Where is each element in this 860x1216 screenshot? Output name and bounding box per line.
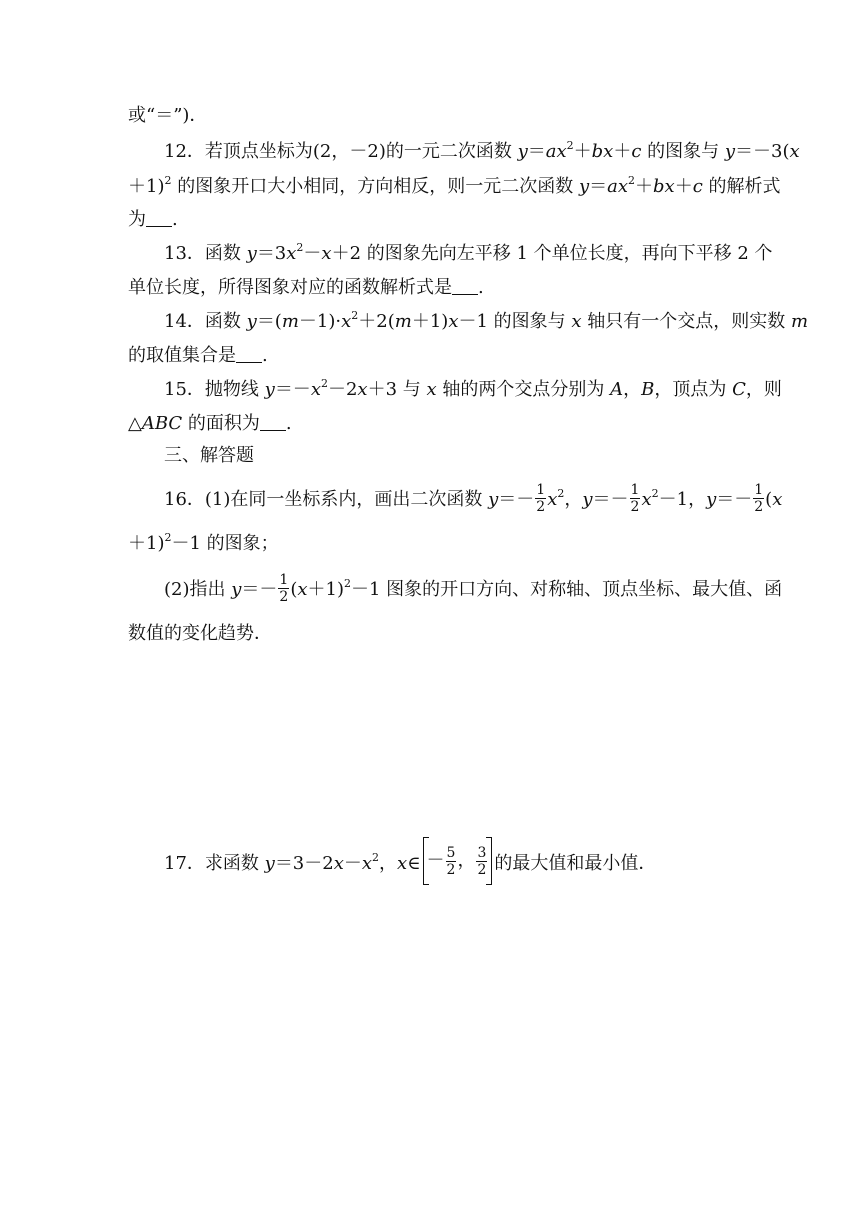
fraction-one-half: $\frac{1}{2}$	[279, 571, 289, 605]
question-14-line-1: 14．函数 $y=(m-1)\cdot x^2+2(m+1)x-1$ 的图象与 x 轴只有一个交点，则实数 m	[164, 309, 809, 332]
question-16-line-2: ＋1)$^2$－1 的图象；	[128, 531, 279, 554]
fraction-three-halves: $\frac{3}{2}$	[477, 844, 487, 878]
question-16-line-3: (2)指出 y＝－ $\frac{1}{2}$ $(x+1)^2-1$ 图象的开口方向、对称轴、顶点坐标、最大值、函	[164, 571, 783, 605]
question-12-line-1: 12．若顶点坐标为(2，－2)的一元二次函数 $y=ax^2+bx+c$ 的图象与 y＝－3(x	[164, 139, 800, 162]
fraction-one-half: $\frac{1}{2}$	[630, 481, 640, 515]
question-15-line-1: 15．抛物线 $y=-x^2-2x+3$ 与 x 轴的两个交点分别为 A，B，顶点为 C，则	[164, 377, 782, 400]
question-16-line-1: 16．(1)在同一坐标系内，画出二次函数 y＝－ $\frac{1}{2}$ $x^2$，y＝－ $\frac{1}{2}$ $x^2-1$，y＝－ $\frac{1}{2}$ (x	[164, 481, 783, 515]
question-13-line-2: 单位长度，所得图象对应的函数解析式是 .	[128, 277, 484, 298]
fraction-one-half: $\frac{1}{2}$	[754, 481, 764, 515]
line-prev-continuation: 或“＝”)．	[128, 105, 208, 126]
question-12-line-2: ＋1)$^2$ 的图象开口大小相同，方向相反，则一元二次函数 $y=ax^2+bx+c$ 的解析式	[128, 174, 781, 197]
question-13-line-1: 13．函数 $y=3x^2-x+2$ 的图象先向左平移 1 个单位长度，再向下平移 2 个	[164, 241, 773, 264]
answer-blank-14[interactable]	[236, 346, 262, 363]
section-heading-3: 三、解答题	[164, 445, 254, 466]
interval-bracket: － $\frac{5}{2}$ ， $\frac{3}{2}$	[423, 837, 493, 885]
question-16-line-4: 数值的变化趋势．	[128, 623, 272, 644]
answer-blank-15[interactable]	[260, 414, 286, 431]
question-12-line-3: 为 .	[128, 209, 178, 230]
fraction-one-half: $\frac{1}{2}$	[536, 481, 546, 515]
answer-blank-13[interactable]	[452, 278, 478, 295]
question-14-line-2: 的取值集合是 .	[128, 345, 268, 366]
question-17-line-1: 17．求函数 $y=3-2x-x^2$，x∈ － $\frac{5}{2}$ ， $\frac{3}{2}$ 的最大值和最小值．	[164, 840, 656, 888]
answer-blank-12[interactable]	[146, 210, 172, 227]
question-15-line-2: △ABC 的面积为 .	[128, 413, 292, 434]
fraction-five-halves: $\frac{5}{2}$	[446, 844, 456, 878]
